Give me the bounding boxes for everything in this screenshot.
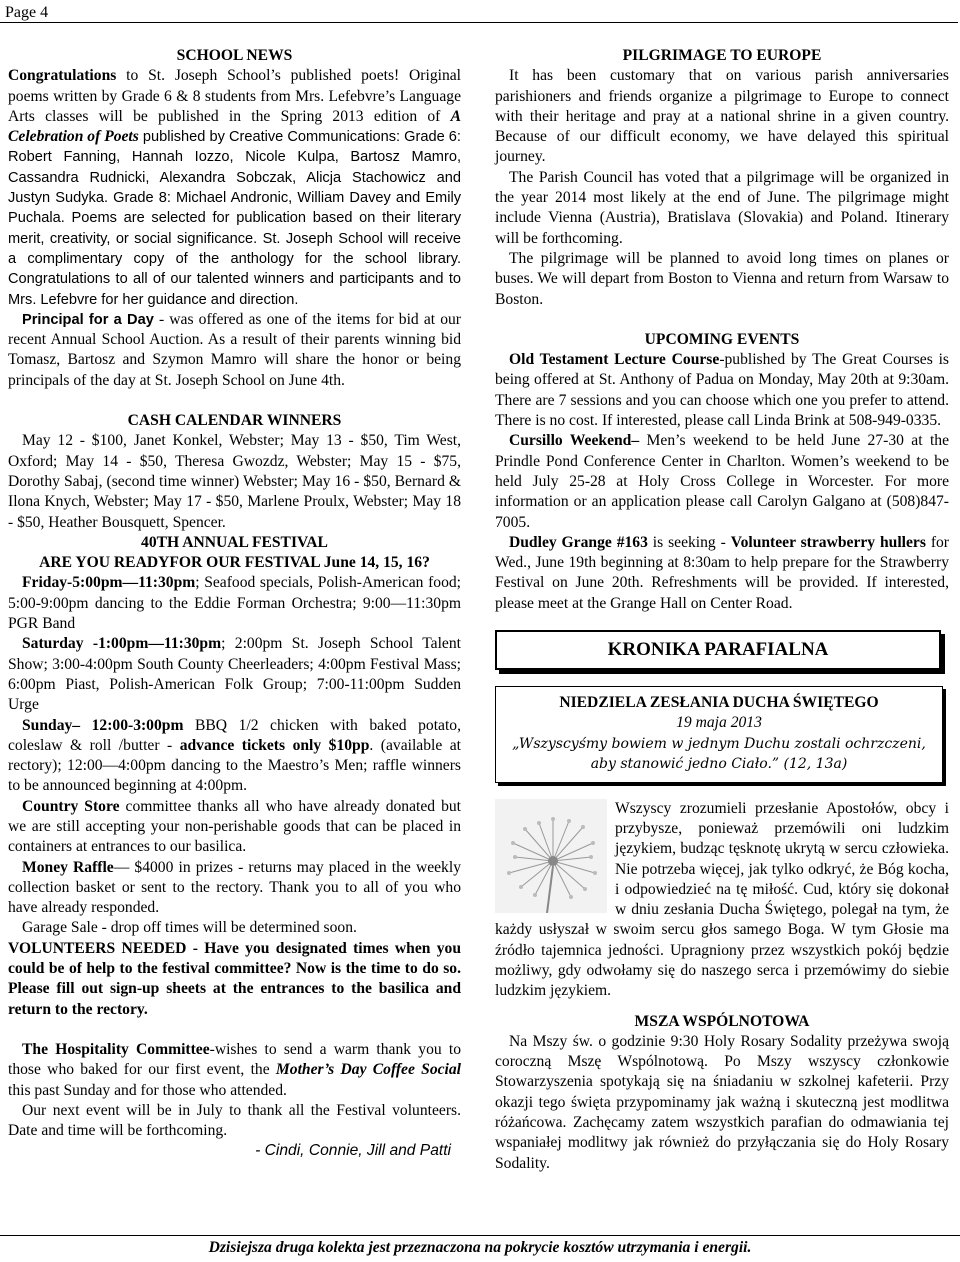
hospitality-text-b: this past Sunday and for those who attended. (8, 1081, 287, 1099)
sermon-paragraph (495, 799, 949, 1002)
upcoming-events-title: UPCOMING EVENTS (644, 330, 800, 348)
signature: - Cindi, Connie, Jill and Patti (255, 1142, 451, 1160)
event-name: Mother’s Day Coffee Social (275, 1061, 462, 1079)
cash-calendar-text: May 12 - $100, Janet Konkel, Webster; May 13 - $50, Tim West, Oxford; May 14 - $50, Theresa Gwozdz, Webster; May 15 - $75, Dorothy Sabaj, (second time winner) Webster; May 16 - $50, Bernard & Ilona Knych, Webster; May 17 - $50, Marlene Proulx, Webster; May 18 - $50, Heather Bousquett, Spencer. (8, 432, 461, 531)
niedziela-date: 19 maja 2013 (676, 714, 762, 732)
msza-text: Na Mszy św. o godzinie 9:30 Holy Rosary Sodality przeżywa swoją coroczną Mszę Wspólnotową. Po Mszy wszyscy członkowie Stowarzyszenia spotykają się na śniadaniu w szkolnej kafeterii. Przy okazji tego święta przypominamy jak ważną i skuteczną jest modlitwa różańcowa. Zachęcamy zatem wszystkich parafian do odmawiania tej wspaniałej modlitwy jak również do przyłączania się do Holy Rosary Sodality. (495, 1032, 949, 1172)
country-store-label: Country Store (22, 797, 120, 815)
page-header (0, 0, 960, 30)
cursillo-text: Men’s weekend to be held June 27-30 at the Prindle Pond Conference Center in Charlton. Women’s weekend to be held July 25-28 at Holy Cross College in Worcester. For more information or an application please call Carolyn Galgano at (508)847-7005. (495, 432, 949, 531)
principal-label: Principal for a Day (22, 311, 154, 328)
footer-text: Dzisiejsza druga kolekta jest przeznaczona na pokrycie kosztów utrzymania i energii. (208, 1239, 752, 1256)
cursillo-label: Cursillo Weekend– (509, 432, 640, 450)
friday-text: ; Seafood specials, Polish-American food; 5:00-9:00pm dancing to the Eddie Forman Orchestra; 9:00—11:30pm PGR Band (8, 574, 461, 633)
msza-title: MSZA WSPÓLNOTOWA (634, 1012, 810, 1030)
dudley-text-a: is seeking - (647, 533, 731, 551)
friday-label: Friday-5:00pm—11:30pm (22, 574, 196, 592)
dudley-label: Dudley Grange #163 (509, 533, 648, 551)
old-testament-text: -published by The Great Courses is being offered at St. Anthony of Padua on Monday, May 20th at 9:30am. There are 7 sessions and you can choose which one you prefer to attend. There is no cost. If interested, please call Linda Brink at 508-949-0335. (495, 351, 949, 430)
country-store-text: committee thanks all who have already donated but we are still accepting your non-perishable goods that can be placed in containers at entrances to our basilica. (8, 797, 461, 856)
country-store-paragraph (8, 797, 461, 858)
money-raffle-text: — $4000 in prizes - returns may placed in the weekly collection basket or sent to the rectory. Thank you to all of you who have already responded. (8, 858, 461, 917)
niedziela-box (495, 686, 943, 783)
principal-paragraph (8, 310, 461, 391)
footer-bar (0, 1235, 960, 1262)
festival-subtitle: ARE YOU READYFOR OUR FESTIVAL June 14, 15, 16? (39, 554, 430, 572)
niedziela-title: NIEDZIELA ZESŁANIA DUCHA ŚWIĘTEGO (559, 694, 879, 712)
volunteer-hullers-label: Volunteer strawberry hullers (730, 533, 926, 551)
kronika-banner (495, 630, 941, 670)
festival-saturday (8, 634, 461, 715)
hospitality-paragraph (8, 1040, 461, 1101)
principal-text: - was offered as one of the items for bid at our recent Annual School Auction. As a result of their parents winning bid Tomasz, Bartosz and Szymon Mamro will share the honor or being principals of the day at St. Joseph School on June 4th. (8, 310, 461, 389)
dudley-text-b: for Wed., June 19th beginning at 8:30am to help prepare for the Strawberry Festival on June 20th. Refreshments will be provided. If interested, please meet at the Grange Hall on Center Road. (495, 533, 950, 612)
dudley-paragraph (495, 533, 949, 614)
congratulations-label: Congratulations (8, 67, 117, 85)
money-raffle-label: Money Raffle (22, 858, 114, 876)
saturday-text: ; 2:00pm St. Joseph School Talent Show; 3:00-4:00pm South County Cheerleaders; 4:00pm Festival Mass; 6:00pm Piast, Polish-American Folk Group; 7:00-11:00pm Sudden Urge (8, 635, 461, 714)
sunday-label: Sunday– 12:00-3:00pm (22, 716, 184, 734)
school-news-paragraph (8, 66, 461, 310)
pilgrimage-p2: The Parish Council has voted that a pilgrimage will be organized in the year 2014 most likely at the end of June. The pilgrimage might include Vienna (Austria), Bratislava (Slovakia) and Poland. Itinerary will be forthcoming. (495, 168, 949, 247)
sunday-text-b: . (available at rectory); 12:00—4:00pm dancing to the Maestro’s Men; raffle winners to be announced beginning at 4:00pm. (8, 736, 461, 795)
garage-sale-text: Garage Sale - drop off times will be determined soon. (22, 919, 357, 937)
pilgrimage-title: PILGRIMAGE TO EUROPE (622, 47, 822, 64)
school-news-title: SCHOOL NEWS (176, 47, 293, 64)
festival-sunday (8, 716, 461, 797)
book-title: A Celebration of Poets (8, 107, 461, 146)
cursillo-paragraph (495, 431, 949, 532)
school-news-text-b: published by Creative Communications: Grade 6: Robert Fanning, Hannah Iozzo, Nicole Kulpa, Bartosz Mamro, Cassandra Rudnicki, Alexandra Sobczak, Alicja Stachowicz and Justyn Sudyka. Grade 8: Michael Andronic, William Davey and Emily Puchala. Poems are selected for publication based on their literary merit, creativity, or social significance. St. Joseph School will receive a complimentary copy of the anthology for the school library. Congratulations to all of our talented winners and participants and to Mrs. Lefebvre for her guidance and direction. (8, 129, 461, 308)
next-event-text: Our next event will be in July to thank all the Festival volunteers. Date and time will be forthcoming. (8, 1101, 461, 1140)
advance-tickets-label: advance tickets only $10pp (179, 736, 370, 754)
hospitality-label: The Hospitality Committee (22, 1040, 210, 1058)
sermon-text: Wszyscy zrozumieli przesłanie Apostołów, obcy i przybysze, ponieważ przemówili oni ludzkim językiem, budząc tęsknotę ukrytą w sercu człowieka. Nie potrzeba więcej, jak tylko odkryć, że Bóg kocha, i odpowiedzieć na tę miłość. Cud, który się dokonał w dniu zesłania Ducha Świętego, polegał na tym, że każdy usłyszał w swoim sercu głos samego Boga. W tym Głosie ma źródło tajemnica jedności. Upragniony przez wszystkich pokój będzie możliwy, gdy odwołamy się do naszego serca i przemówimy do siebie ludzkim językiem. (495, 799, 949, 1000)
old-testament-paragraph (495, 350, 949, 431)
school-news-text-a: to St. Joseph School’s published poets! Original poems written by Grade 6 & 8 students from Mrs. Lefebvre’s Language Arts classes will be published in the Spring 2013 edition of (8, 67, 461, 125)
niedziela-quote: „Wszyscyśmy bowiem w jednym Duchu zostali ochrzczeni, aby stanowić jedno Ciało.” (12, 13a) (512, 735, 926, 772)
old-testament-label: Old Testament Lecture Course (509, 351, 720, 369)
cash-calendar-title: CASH CALENDAR WINNERS (127, 412, 342, 430)
left-column (8, 46, 461, 1162)
pilgrimage-p3: The pilgrimage will be planned to avoid long times on planes or buses. We will depart from Boston to Vienna and return from Warsaw to Boston. (495, 249, 949, 308)
saturday-label: Saturday -1:00pm—11:30pm (22, 635, 222, 653)
festival-title: 40TH ANNUAL FESTIVAL (141, 533, 328, 551)
volunteers-needed: VOLUNTEERS NEEDED - Have you designated times when you could be of help to the festival committee? Now is the time to do so. Please fill out sign-up sheets at the entrances to the basilica and return to the rectory. (8, 939, 461, 1018)
right-column (495, 46, 949, 1174)
festival-friday (8, 573, 461, 634)
hospitality-text-a: -wishes to send a warm thank you to those who baked for our first event, the (8, 1040, 461, 1079)
pilgrimage-p1: It has been customary that on various parish anniversaries parishioners and friends organize a pilgrimage to Europe to connect with their heritage and pray at a national shrine in a given country. Because of our difficult economy, we have delayed this spiritual journey. (495, 67, 949, 166)
sunday-text-a: BBQ 1/2 chicken with baked potato, coleslaw & roll /butter - (8, 716, 461, 754)
kronika-title: KRONIKA PARAFIALNA (607, 639, 829, 661)
dandelion-image (495, 799, 607, 913)
page-number: Page 4 (5, 4, 49, 21)
header-rule (0, 22, 958, 23)
money-raffle-paragraph (8, 858, 461, 919)
